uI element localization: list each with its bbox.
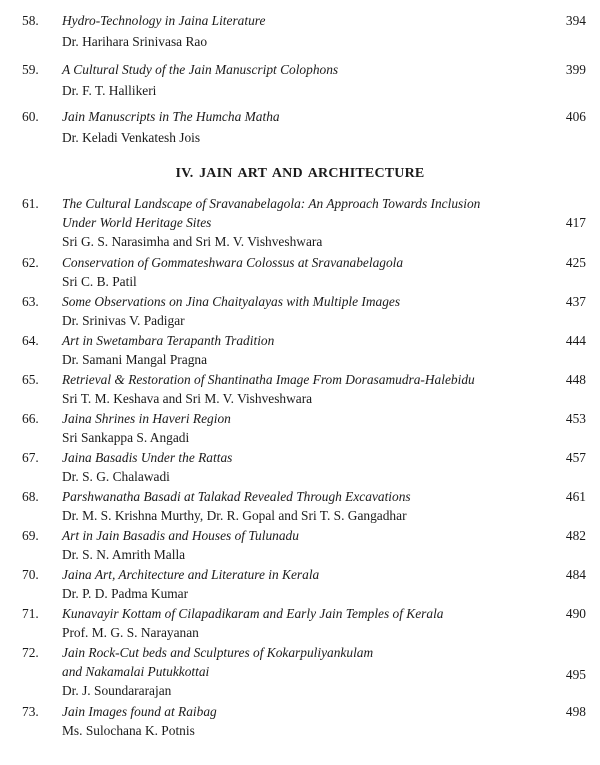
entry-title: Jaina Shrines in Haveri Region (62, 411, 231, 426)
entry-page-number: 448 (565, 372, 586, 387)
entry-page-number: 394 (565, 13, 586, 28)
entry-title-cont: and Nakamalai Putukkottai (62, 664, 210, 679)
entry-author: Prof. M. G. S. Narayanan (62, 625, 199, 640)
entry-number: 71. (22, 606, 39, 621)
entry-author: Dr. Srinivas V. Padigar (62, 313, 185, 328)
entry-title: Art in Swetambara Terapanth Tradition (62, 333, 275, 348)
entry-number: 63. (22, 294, 39, 309)
entry-title: Jain Rock-Cut beds and Sculptures of Kokarpuliyankulam (62, 645, 374, 660)
entry-title: Jain Manuscripts in The Humcha Matha (62, 109, 280, 124)
entry-number: 70. (22, 567, 39, 582)
entry-number: 61. (22, 196, 39, 211)
entry-number: 62. (22, 255, 39, 270)
entry-page-number: 461 (565, 489, 586, 504)
entry-author: Sri G. S. Narasimha and Sri M. V. Vishveshwara (62, 234, 323, 249)
entry-page-number: 482 (565, 528, 586, 543)
entry-page-number: 399 (565, 62, 586, 77)
entry-number: 65. (22, 372, 39, 387)
entry-title: Parshwanatha Basadi at Talakad Revealed Through Excavations (62, 489, 411, 504)
entry-title: Kunavayir Kottam of Cilapadikaram and Early Jain Temples of Kerala (62, 606, 444, 621)
entry-author: Dr. M. S. Krishna Murthy, Dr. R. Gopal and Sri T. S. Gangadhar (62, 508, 407, 523)
entry-title: Conservation of Gommateshwara Colossus at Sravanabelagola (62, 255, 404, 270)
entry-title: Retrieval & Restoration of Shantinatha Image From Dorasamudra-Halebidu (62, 372, 475, 387)
entry-author: Dr. Samani Mangal Pragna (62, 352, 208, 367)
entry-number: 59. (22, 62, 39, 77)
entry-number: 58. (22, 13, 39, 28)
entry-number: 69. (22, 528, 39, 543)
entry-number: 68. (22, 489, 39, 504)
entry-page-number: 444 (565, 333, 586, 348)
entry-number: 66. (22, 411, 39, 426)
entry-author: Ms. Sulochana K. Potnis (62, 723, 195, 738)
entry-page-number: 457 (565, 450, 586, 465)
entry-author: Dr. F. T. Hallikeri (62, 83, 157, 98)
entry-title-cont: Under World Heritage Sites (62, 215, 212, 230)
entry-title: The Cultural Landscape of Sravanabelagola: An Approach Towards Inclusion (62, 196, 481, 211)
entry-page-number: 406 (565, 109, 586, 124)
entry-number: 60. (22, 109, 39, 124)
entry-page-number: 495 (565, 667, 586, 682)
entry-number: 72. (22, 645, 39, 660)
entry-author: Dr. Harihara Srinivasa Rao (62, 34, 208, 49)
entry-title: Art in Jain Basadis and Houses of Tulunadu (62, 528, 299, 543)
entry-number: 67. (22, 450, 39, 465)
entry-page-number: 498 (565, 704, 586, 719)
entry-title: Jaina Basadis Under the Rattas (62, 450, 233, 465)
entry-author: Dr. P. D. Padma Kumar (62, 586, 189, 601)
entry-author: Sri Sankappa S. Angadi (62, 430, 190, 445)
section-heading: IV. JAIN ART AND ARCHITECTURE (175, 166, 425, 181)
entry-author: Dr. J. Soundararajan (62, 683, 172, 698)
entry-title: Jaina Art, Architecture and Literature in Kerala (62, 567, 320, 582)
entry-page-number: 484 (565, 567, 586, 582)
entry-author: Sri T. M. Keshava and Sri M. V. Vishveshwara (62, 391, 313, 406)
entry-author: Sri C. B. Patil (62, 274, 137, 289)
entry-author: Dr. S. N. Amrith Malla (62, 547, 186, 562)
entry-page-number: 425 (565, 255, 586, 270)
entry-title: Hydro-Technology in Jaina Literature (62, 13, 266, 28)
entry-title: A Cultural Study of the Jain Manuscript Colophons (62, 62, 339, 77)
entry-page-number: 417 (565, 215, 586, 230)
entry-author: Dr. Keladi Venkatesh Jois (62, 130, 201, 145)
entry-number: 64. (22, 333, 39, 348)
entry-title: Some Observations on Jina Chaityalayas with Multiple Images (62, 294, 401, 309)
entry-number: 73. (22, 704, 39, 719)
entry-page-number: 453 (565, 411, 586, 426)
entry-author: Dr. S. G. Chalawadi (62, 469, 170, 484)
entry-title: Jain Images found at Raibag (62, 704, 217, 719)
entry-page-number: 437 (565, 294, 586, 309)
entry-page-number: 490 (565, 606, 586, 621)
